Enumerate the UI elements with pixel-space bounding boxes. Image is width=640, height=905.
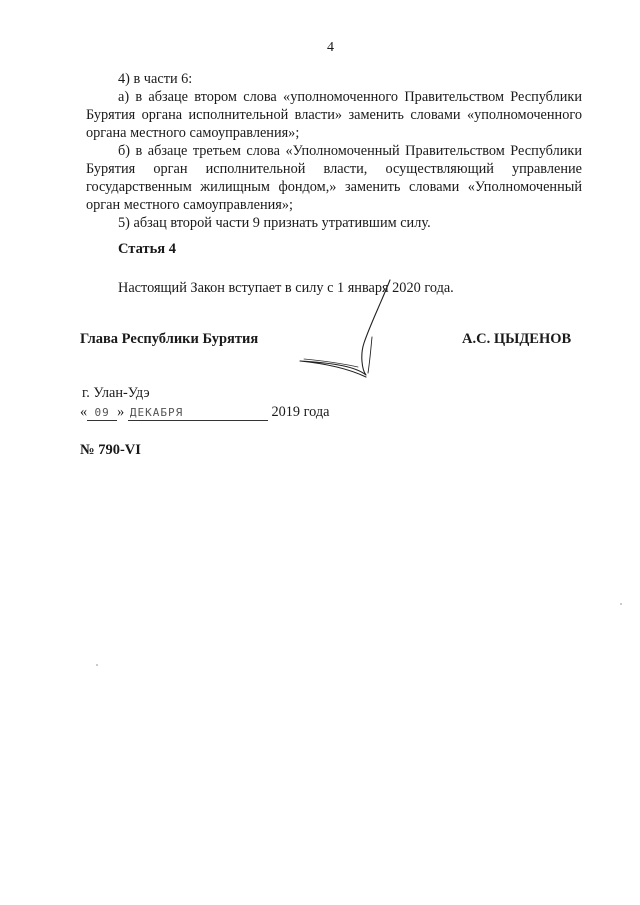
date-close-quote: » <box>117 404 125 420</box>
handwritten-signature <box>280 275 430 385</box>
signing-date <box>80 404 330 421</box>
date-day: 09 <box>87 406 117 421</box>
article-text: Настоящий Закон вступает в силу с 1 января 2020 года. <box>118 280 454 296</box>
date-open-quote: « <box>80 404 88 420</box>
scan-speck <box>96 664 98 666</box>
document-number: № 790-VI <box>80 442 141 458</box>
paragraph-3: б) в абзаце третьем слова «Уполномоченный Правительством Республики Бурятия орган исполнительной власти, осуществляющий управление государственным жилищным фондом,» заменить словами «Уполномоченный орган местного самоуправления»; <box>86 143 582 213</box>
date-year: 2019 года <box>271 404 330 420</box>
signer-name: А.С. ЦЫДЕНОВ <box>462 331 572 347</box>
signer-title: Глава Республики Бурятия <box>80 331 259 347</box>
article-heading: Статья 4 <box>118 241 176 257</box>
amendment-text <box>86 70 582 232</box>
date-month: ДЕКАБРЯ <box>128 406 268 421</box>
place-of-signing: г. Улан-Удэ <box>82 385 150 401</box>
paragraph-4: 5) абзац второй части 9 признать утратившим силу. <box>118 215 431 231</box>
paragraph-1: 4) в части 6: <box>118 71 193 87</box>
paragraph-2: а) в абзаце втором слова «уполномоченного Правительством Республики Бурятия органа исполнительной власти» заменить словами «уполномоченного органа местного самоуправления»; <box>86 89 582 141</box>
page-number: 4 <box>327 40 334 55</box>
scan-speck <box>620 603 622 605</box>
